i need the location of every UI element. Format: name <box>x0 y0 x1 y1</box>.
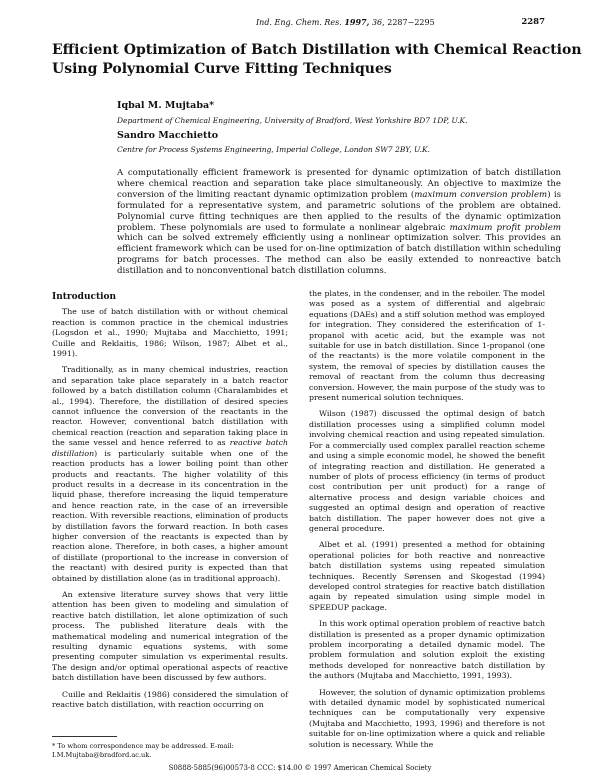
journal-pages: 2287−2295 <box>387 18 435 27</box>
abstract-text: A computationally efficient framework is presented for dynamic optimization of batch distillation where chemical reaction and separation take place simultaneously. An objective to maximize the conversion of the limiting reactant dynamic optimization problem ( <box>117 168 561 200</box>
abstract-emphasis: maximum conversion problem <box>414 189 548 200</box>
journal-citation <box>256 17 435 27</box>
title-line-2: Using Polynomial Curve Fitting Techniques <box>52 61 392 77</box>
section-heading-introduction: Introduction <box>52 292 117 302</box>
author-1-affiliation: Department of Chemical Engineering, University of Bradford, West Yorkshire BD7 1DP, U.K. <box>117 116 468 125</box>
footnote-divider <box>52 736 117 737</box>
abstract-emphasis: maximum profit problem <box>449 222 561 233</box>
paragraph: Wilson (1987) discussed the optimal design of batch distillation processes using a simplified column model involving chemical reaction and using repeated simulation. For a commercially used complex parallel reaction scheme and using a simple economic model, he showed the benefit of integrating reaction and distillation. He generated a number of plots of process efficiency (in terms of product cost contribution per unit product) for a range of alternative process and design variable choices and suggested an optimal design and operation of reactive batch distillation. The paper however does not give a general procedure. <box>309 409 545 533</box>
footnote: * To whom correspondence may be addressed. E-mail: I.M.Mujtaba@bradford.ac.uk. <box>52 742 234 759</box>
page-number: 2287 <box>521 17 545 27</box>
author-1-name: Iqbal M. Mujtaba* <box>117 100 215 111</box>
paragraph: In this work optimal operation problem of reactive batch distillation is presented as a proper dynamic optimization problem incorporating a detailed dynamic model. The problem formulation and solution exploit the existing methods developed for nonreactive batch distillation by the authors (Mujtaba and Macchietto, 1991, 1993). <box>309 619 545 681</box>
paragraph-text: ) is particularly suitable when one of the reaction products has a lower boiling point than other products and reactants. The higher volatility of this product results in a decrease in its concentration in the liquid phase, therefore increasing the liquid temperature and hence reaction rate, in the case of an irreversible reaction. With reversible reactions, elimination of products by distillation favors the forward reaction. In both cases higher conversion of the reactants is expected than by reaction alone. Therefore, in both cases, a higher amount of distillate (proportional to the increase in conversion of the reactant) with desired purity is expected than that obtained by distillation alone (as in traditional approach). <box>52 448 288 583</box>
journal-volume: 36, <box>371 18 385 27</box>
paragraph: An extensive literature survey shows that very little attention has been given to modeling and simulation of reactive batch distillation, let alone optimization of such process. The published literature deals with the mathematical modeling and numerical integration of the resulting dynamic equations systems, with some presenting computer simulation vs experimental results. The design and/or optimal operational aspects of reactive batch distillation have been discussed by few authors. <box>52 589 288 683</box>
paragraph: The use of batch distillation with or without chemical reaction is common practice in the chemical industries (Logsdon et al., 1990; Mujtaba and Macchietto, 1991; Cuille and Reklaitis, 1986; Wilson, 1987; Albet et al., 1991). <box>52 307 288 359</box>
paragraph: However, the solution of dynamic optimization problems with detailed dynamic model by sophisticated numerical techniques can be computationally very expensive (Mujtaba and Macchietto, 1993, 1996) and therefore is not suitable for on-line optimization where a quick and reliable solution is necessary. While the <box>309 687 545 749</box>
abstract <box>117 168 561 277</box>
paragraph-text: Traditionally, as in many chemical industries, reaction and separation take place separately in a batch reactor followed by a batch distillation column (Charalambides et al., 1994). Therefore, the distillation of desired species cannot influence the conversion of the reactants in the reactor. However, conventional batch distillation with chemical reaction (reaction and separation taking place in the same vessel and hence referred to as <box>52 365 288 448</box>
paragraph: the plates, in the condenser, and in the reboiler. The model was posed as a system of differential and algebraic equations (DAEs) and a stiff solution method was employed for integration. They considered the esterification of 1-propanol with acetic acid, but the example was not suitable for use in batch distillation. Since 1-propanol (one of the reactants) is the more volatile component in the system, the removal of species by distillation causes the removal of reactant from the column thus decreasing conversion. However, the main purpose of the study was to present numerical solution techniques. <box>309 289 545 403</box>
abstract-text: ) is formulated for a representative system, and parametric solutions of the problem are obtained. Polynomial curve fitting techniques are then applied to the results of the dynamic optimization problem. These polynomials are used to formulate a nonlinear algebraic <box>117 189 562 233</box>
page-footer: S0888-5885(96)00573-8 CCC: $14.00 © 1997 American Chemical Society <box>168 764 432 772</box>
right-column <box>309 289 545 756</box>
left-column <box>52 292 288 716</box>
abstract-text: which can be solved extremely efficiently using a nonlinear optimization solver. This provides an efficient framework which can be used for on-line optimization of batch distillation within scheduling programs for batch processes. The method can also be easily extended to nonreactive batch distillation and to nonconventional batch distillation columns. <box>117 233 561 277</box>
paragraph: Cuille and Reklaitis (1986) considered the simulation of reactive batch distillation, with reaction occurring on <box>52 689 288 710</box>
title-line-1: Efficient Optimization of Batch Distillation with Chemical Reaction <box>52 42 582 58</box>
paragraph <box>52 365 288 584</box>
paper-title <box>52 41 582 79</box>
running-head <box>0 17 600 31</box>
journal-name: Ind. Eng. Chem. Res. <box>256 18 342 27</box>
paragraph-emphasis: reactive batch distillation <box>52 438 288 458</box>
journal-year: 1997, <box>344 17 370 27</box>
paragraph: Albet et al. (1991) presented a method for obtaining operational policies for both reactive and nonreactive batch distillation systems using repeated simulation techniques. Recently Sørensen and Skogestad (1994) developed control strategies for reactive batch distillation again by repeated simulation using simple model in SPEEDUP package. <box>309 540 545 612</box>
author-2-affiliation: Centre for Process Systems Engineering, Imperial College, London SW7 2BY, U.K. <box>117 145 430 154</box>
author-2-name: Sandro Macchietto <box>117 130 219 141</box>
